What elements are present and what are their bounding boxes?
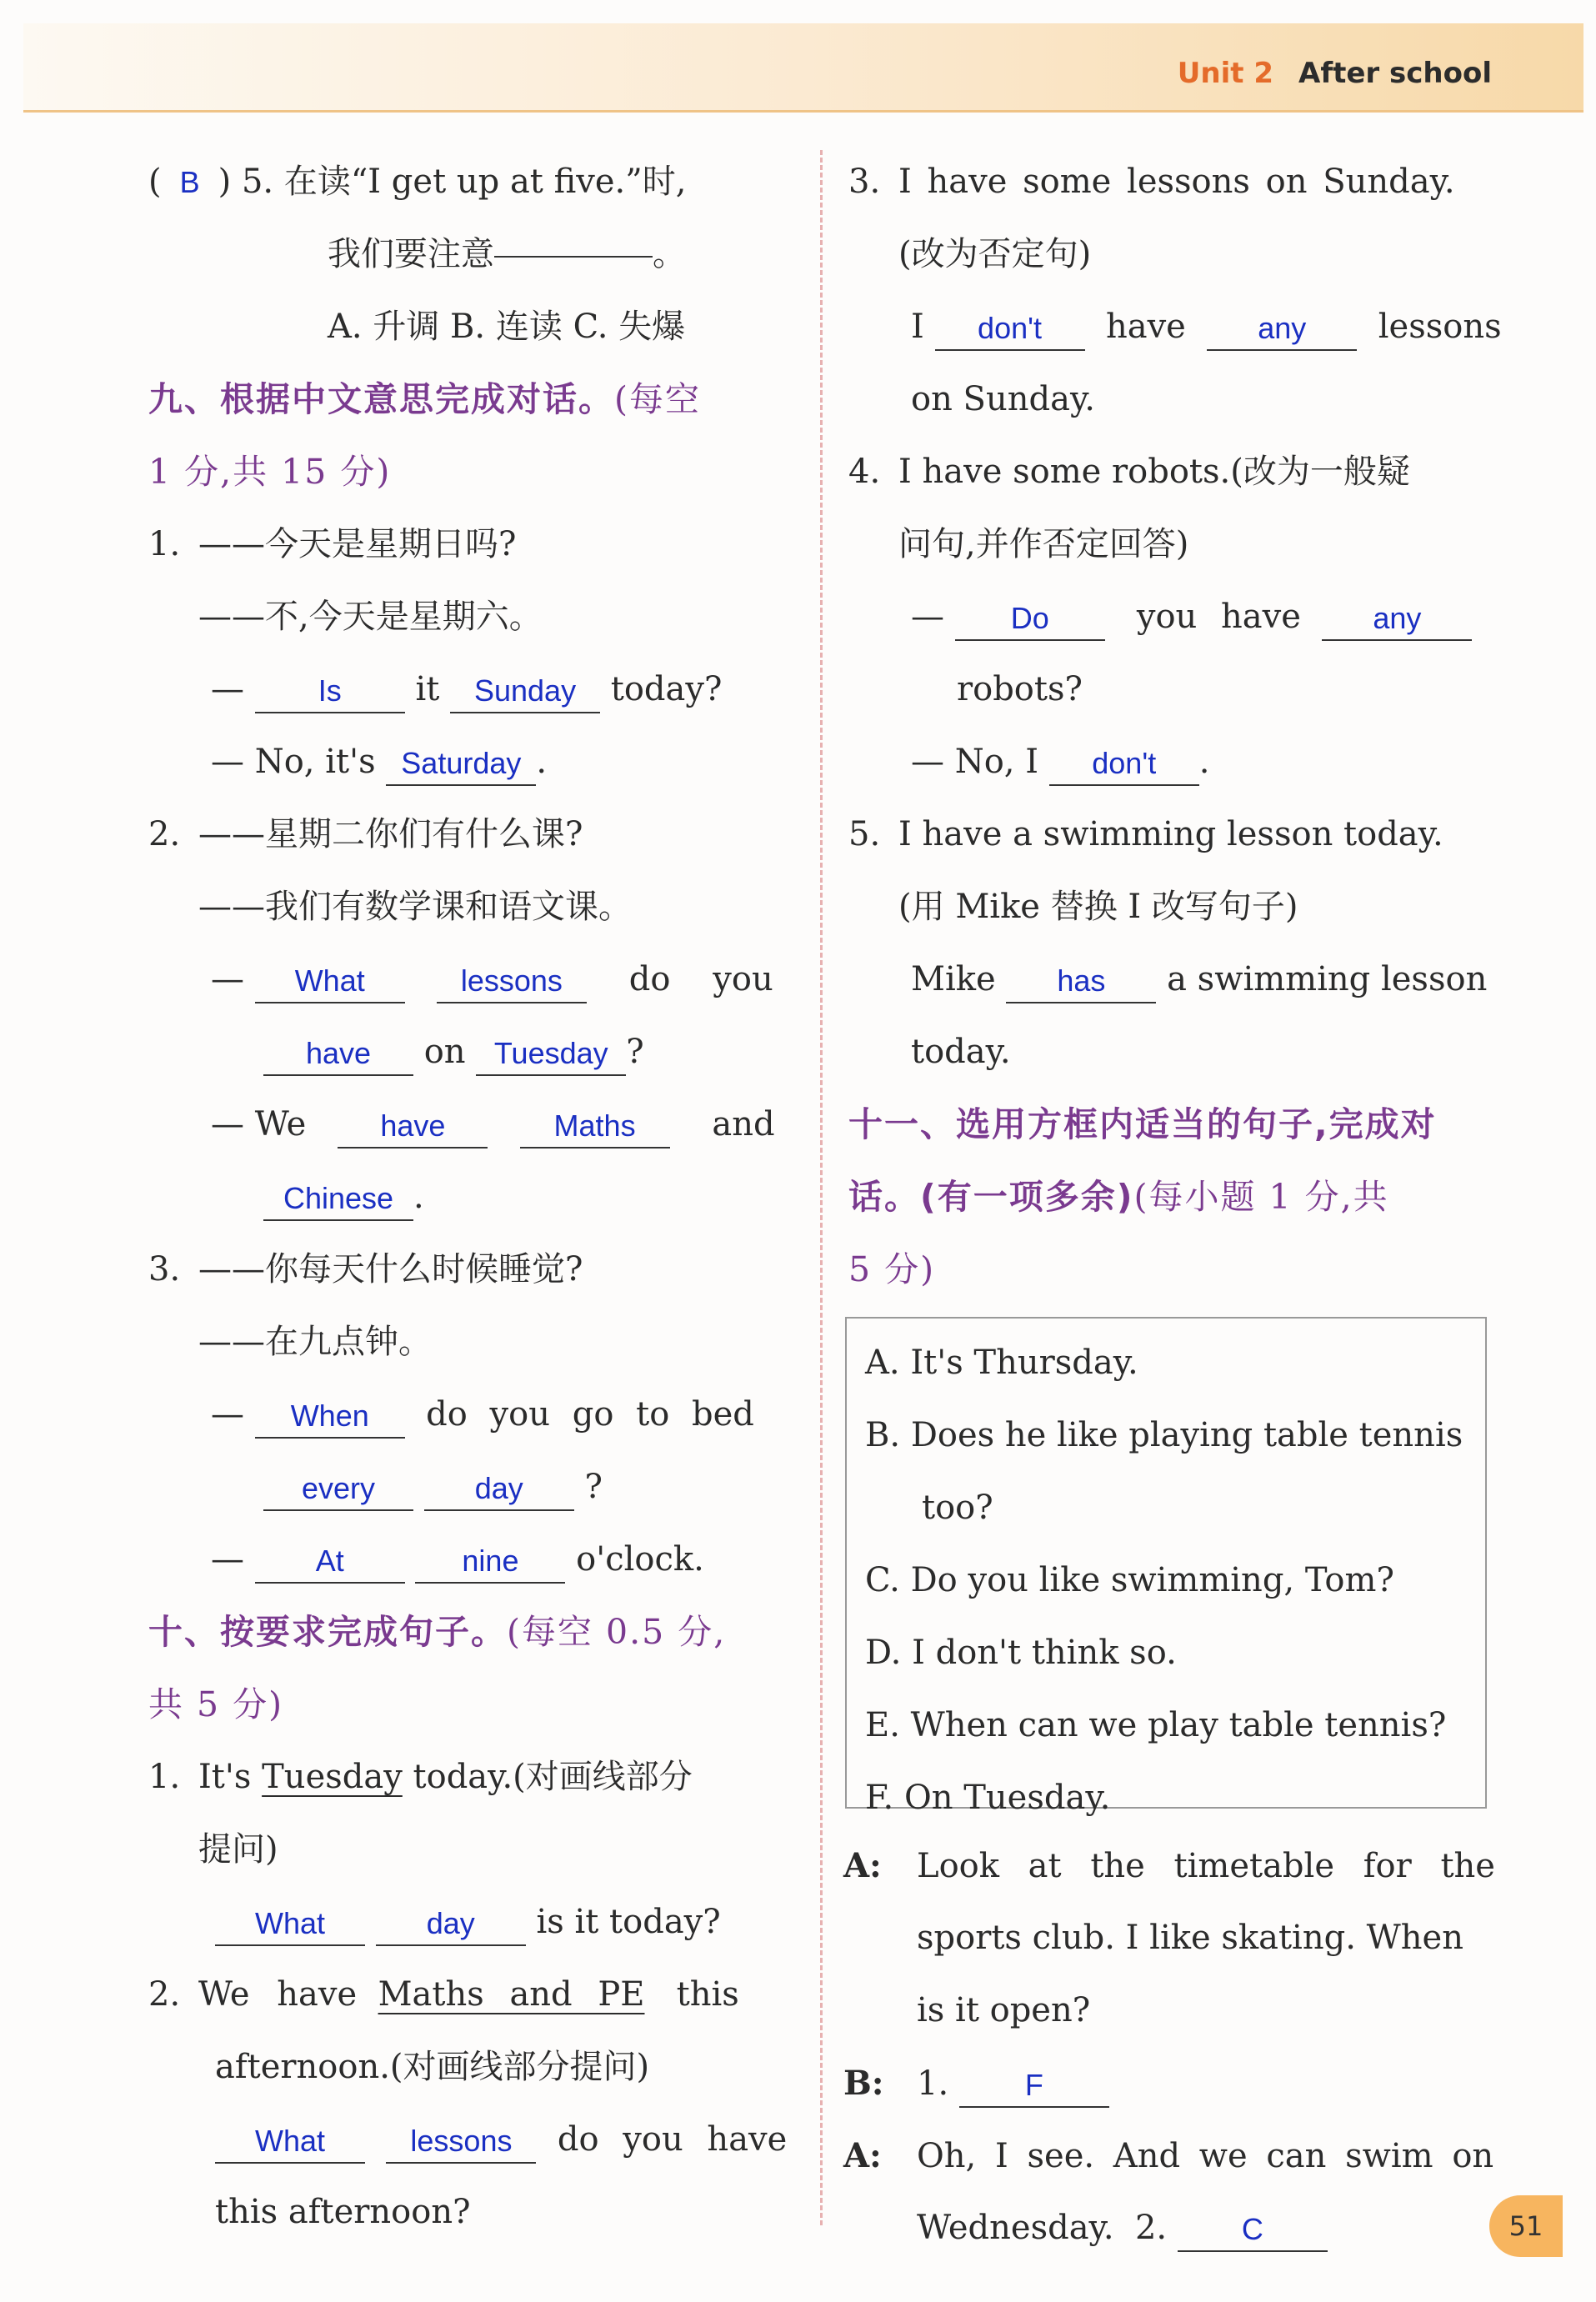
s2-line4: this afternoon? (215, 2193, 471, 2231)
option-b: B. Does he like playing table tennis (865, 1416, 1463, 1454)
section-10-title: 十、按要求完成句子。(每空 0.5 分, (148, 1612, 727, 1652)
dlg-answer-2: C (1178, 2209, 1328, 2252)
option-e: E. When can we play table tennis? (865, 1706, 1447, 1744)
s1-answer: What day is it today? (215, 1886, 798, 1959)
section-11-title2: 话。(有一项多余)(每小题 1 分,共 (848, 1177, 1389, 1217)
dlg-a3: is it open? (917, 1991, 1091, 2029)
s5-line1: 5. I have a swimming lesson today. (848, 815, 1443, 853)
s2-line2: afternoon.(对画线部分提问) (215, 2048, 650, 2086)
dlg-a5: Wednesday. 2. C (917, 2192, 1502, 2264)
q5-blank (494, 256, 653, 258)
q5-options: A. 升调 B. 连读 C. 失爆 (328, 308, 686, 346)
d2-en3: — We have Maths and (211, 1088, 798, 1161)
s5-line4: today. (911, 1033, 1011, 1071)
dlg-answer-1: F (959, 2064, 1109, 2108)
s5-line2: (用 Mike 替换 I 改写句子) (898, 888, 1298, 926)
q5-answer: B (179, 165, 200, 199)
d2-en4: Chinese . (263, 1161, 798, 1234)
dialogue (843, 1829, 1502, 2264)
unit-header (1178, 57, 1492, 90)
s4-line4: robots? (957, 670, 1083, 708)
section-10-subtitle: 共 5 分) (148, 1684, 284, 1724)
d1-cn1: 1. ——今天是星期日吗? (148, 525, 517, 563)
dlg-a2: sports club. I like skating. When (917, 1919, 1463, 1957)
d2-cn1: 2. ——星期二你们有什么课? (148, 815, 583, 853)
s2-line1: 2. We have Maths and PE this (148, 1975, 739, 2014)
option-f: F. On Tuesday. (865, 1779, 1111, 1817)
s1-line2: 提问) (198, 1830, 278, 1869)
s2-answer: What lessons do you have (215, 2104, 798, 2176)
section-11-subtitle: 5 分) (848, 1249, 936, 1289)
d3-en3: — At nine o'clock. (211, 1524, 798, 1596)
s1-line1: 1. It's Tuesday today.(对画线部分 (148, 1758, 693, 1796)
s4-line1: 4. I have some robots.(改为一般疑 (848, 453, 1410, 491)
d3-en1: — When do you go to bed (211, 1379, 798, 1451)
option-d: D. I don't think so. (865, 1634, 1177, 1672)
s5-answer: Mike has a swimming lesson (911, 943, 1498, 1016)
unit-title: After school (1298, 57, 1492, 90)
section-11-title: 十一、选用方框内适当的句子,完成对 (848, 1104, 1437, 1144)
d1-en2: — No, it's Saturday . (211, 726, 798, 798)
d2-en2: have on Tuesday ? (263, 1016, 798, 1088)
options-box (845, 1317, 1487, 1817)
section-9-subtitle: 1 分,共 15 分) (148, 452, 392, 492)
left-column (148, 146, 798, 2249)
option-b-cont: too? (922, 1489, 993, 1527)
s3-line2: (改为否定句) (898, 235, 1092, 273)
s3-line1: 3. I have some lessons on Sunday. (848, 163, 1455, 201)
dlg-b1: B: 1. F (843, 2047, 1502, 2119)
column-divider (820, 150, 823, 2225)
s4-answer2: — No, I don't . (911, 726, 1498, 798)
s3-answer: I don't have any lessons (911, 291, 1498, 363)
unit-label: Unit 2 (1177, 57, 1273, 90)
d2-cn2: ——我们有数学课和语文课。 (198, 888, 632, 926)
d3-cn1: 3. ——你每天什么时候睡觉? (148, 1250, 583, 1289)
option-c: C. Do you like swimming, Tom? (865, 1561, 1394, 1599)
dlg-a1: A: Look at the timetable for the (843, 1846, 1495, 1885)
section-9-title: 九、根据中文意思完成对话。(每空 (148, 379, 701, 419)
d1-cn2: ——不,今天是星期六。 (198, 598, 543, 636)
right-column (848, 146, 1502, 1306)
page-number: 51 (1489, 2195, 1563, 2257)
s4-answer1: — Do you have any (911, 581, 1498, 653)
d3-cn2: ——在九点钟。 (198, 1323, 432, 1361)
s3-line4: on Sunday. (911, 380, 1095, 418)
q5-line1: ( B ) 5. 在读“I get up at five.”时, (148, 163, 687, 201)
option-a: A. It's Thursday. (865, 1344, 1138, 1382)
d2-en1: — What lessons do you (211, 943, 798, 1016)
dlg-a4: A: Oh, I see. And we can swim on (843, 2136, 1494, 2175)
header-rule (23, 110, 1583, 113)
d1-en1: — Is it Sunday today? (211, 653, 798, 726)
d3-en2: every day ? (263, 1451, 798, 1524)
s4-line2: 问句,并作否定回答) (898, 525, 1189, 563)
q5-line2: 我们要注意 。 (328, 235, 686, 273)
